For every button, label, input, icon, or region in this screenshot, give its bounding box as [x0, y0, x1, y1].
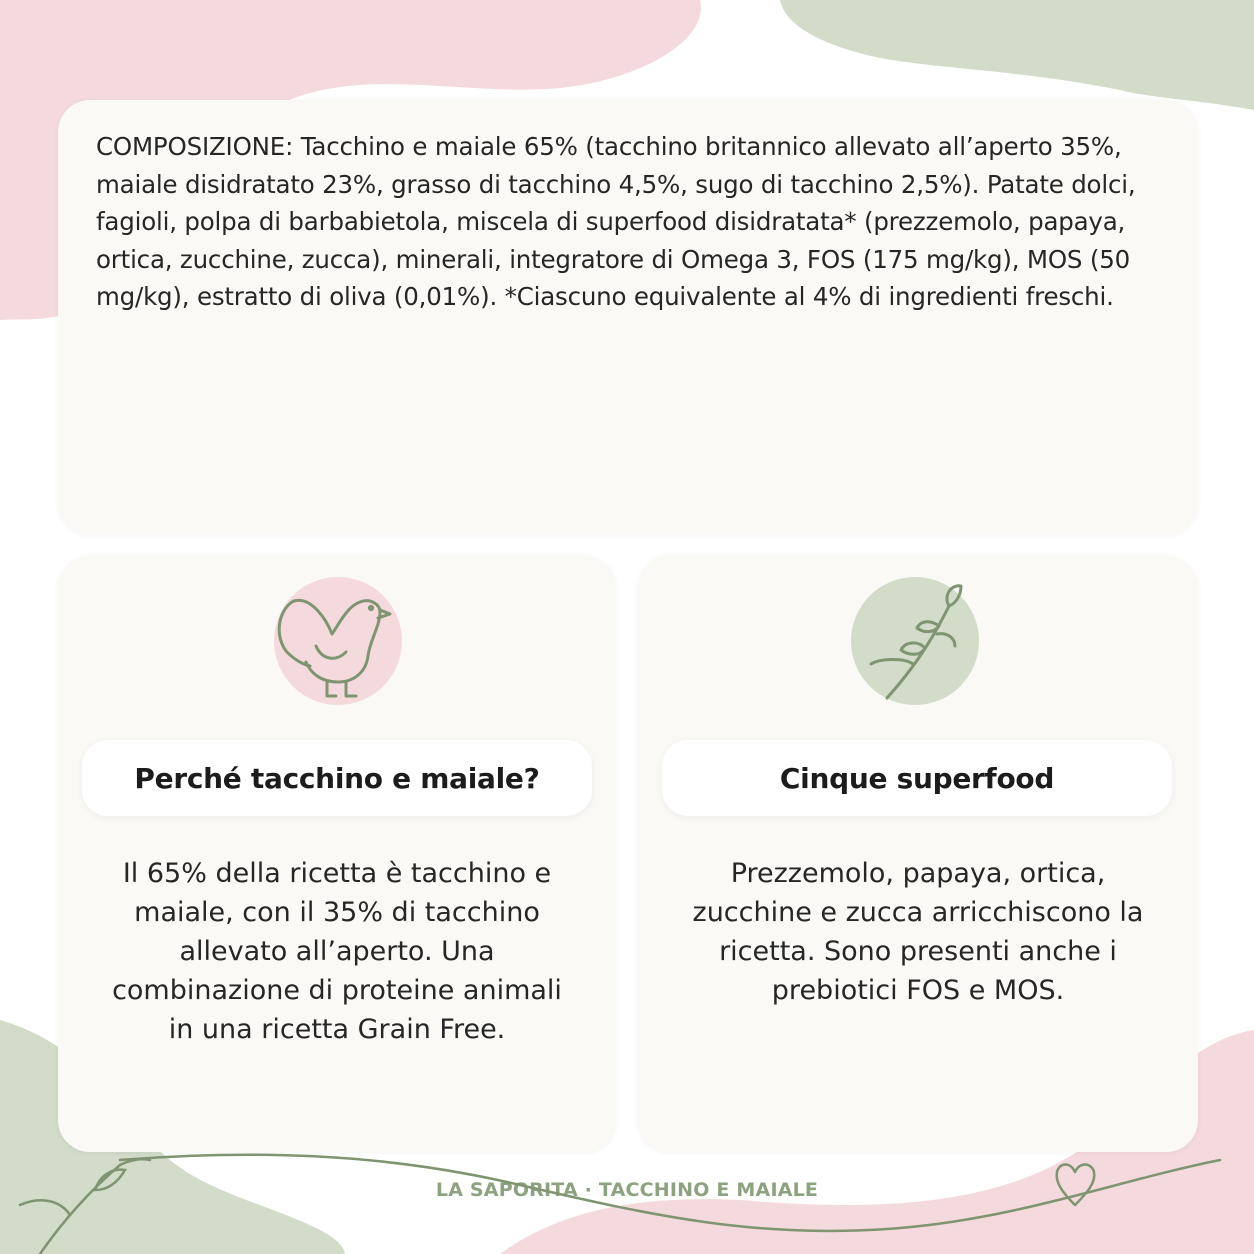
feature-card-turkey-pork — [58, 556, 616, 1152]
feature-card-superfood — [638, 556, 1198, 1152]
composition-text: COMPOSIZIONE: Tacchino e maiale 65% (tacchino britannico allevato all’aperto 35%, maiale disidratato 23%, grasso di tacchino 4,5%, sugo di tacchino 2,5%). Patate dolci, fagioli, polpa di barbabietola, miscela di superfood disidratata* (prezzemolo, papaya, ortica, zucchine, zucca), minerali, integratore di Omega 3, FOS (175 mg/kg), MOS (50 mg/kg), estratto di oliva (0,01%). *Ciascuno equivalente al 4% di ingredienti freschi. — [96, 132, 1136, 312]
leaf-branch-icon — [851, 576, 981, 706]
feature-title-superfood: Cinque superfood — [662, 740, 1172, 816]
bird-icon — [272, 576, 402, 706]
feature-body-superfood: Prezzemolo, papaya, ortica, zucchine e zucca arricchiscono la ricetta. Sono presenti anche i prebiotici FOS e MOS. — [692, 858, 1144, 1006]
composition-card — [58, 100, 1198, 534]
feature-body-turkey-pork: Il 65% della ricetta è tacchino e maiale, con il 35% di tacchino allevato all’aperto. Una combinazione di proteine animali in una ricetta Grain Free. — [112, 858, 562, 1045]
footer-label: LA SAPORITA · TACCHINO E MAIALE — [435, 1179, 819, 1201]
green-blob-top-right — [780, 0, 1254, 110]
feature-title-turkey-pork: Perché tacchino e maiale? — [82, 740, 592, 816]
